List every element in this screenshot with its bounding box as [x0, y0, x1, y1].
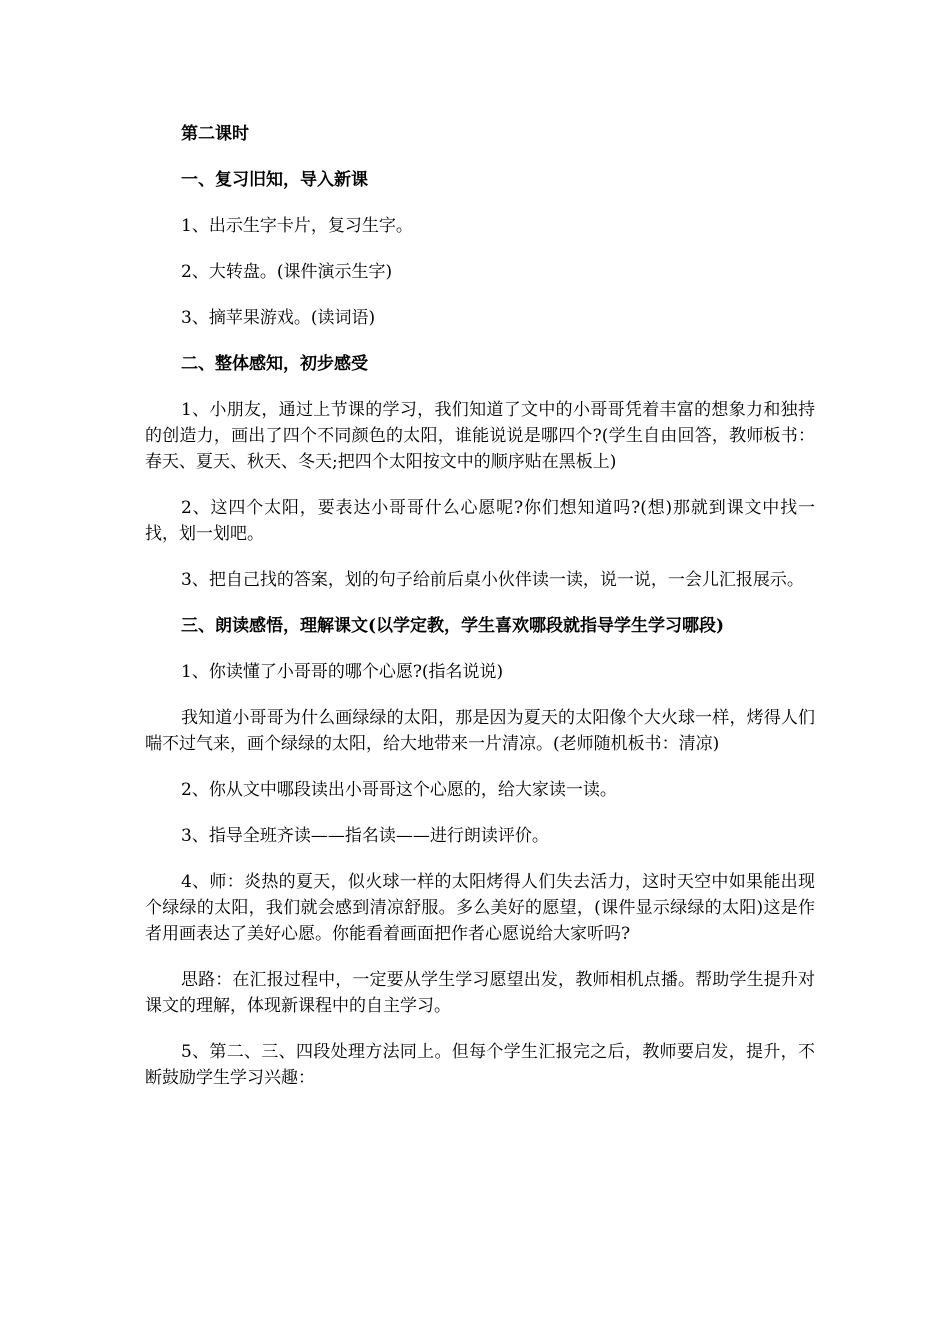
- paragraph: 1、你读懂了小哥哥的哪个心愿?(指名说说): [181, 662, 504, 682]
- paragraph: 2、你从文中哪段读出小哥哥这个心愿的，给大家读一读。: [181, 780, 617, 800]
- paragraph: 1、出示生字卡片，复习生字。: [181, 216, 413, 236]
- paragraph: 1、小朋友，通过上节课的学习，我们知道了文中的小哥哥凭着丰富的想象力和独持的创造力，画出了四个不同颜色的太阳，谁能说说是哪四个?(学生自由回答，教师板书：春天、夏天、秋天、冬天;把四个太阳按文中的顺序贴在黑板上): [145, 400, 815, 472]
- paragraph: 思路：在汇报过程中，一定要从学生学习愿望出发，教师相机点播。帮助学生提升对课文的理解，体现新课程中的自主学习。: [145, 970, 815, 1016]
- lesson-title: 第二课时: [181, 124, 249, 144]
- section-heading-overall-perception: 二、整体感知，初步感受: [181, 354, 368, 374]
- document-body: [145, 121, 815, 1111]
- paragraph: 3、摘苹果游戏。(读词语): [181, 308, 376, 328]
- paragraph: 我知道小哥哥为什么画绿绿的太阳，那是因为夏天的太阳像个大火球一样，烤得人们喘不过气来，画个绿绿的太阳，给大地带来一片清凉。(老师随机板书：清凉): [145, 708, 815, 754]
- section-heading-review: 一、复习旧知，导入新课: [181, 170, 368, 190]
- section-heading-reading-comprehension: 三、朗读感悟，理解课文(以学定教，学生喜欢哪段就指导学生学习哪段): [181, 616, 725, 636]
- paragraph: 4、师：炎热的夏天，似火球一样的太阳烤得人们失去活力，这时天空中如果能出现个绿绿的太阳，我们就会感到清凉舒服。多么美好的愿望，(课件显示绿绿的太阳)这是作者用画表达了美好心愿。你能看着画面把作者心愿说给大家听吗?: [145, 872, 815, 944]
- paragraph: 2、大转盘。(课件演示生字): [181, 262, 393, 282]
- paragraph: 2、这四个太阳，要表达小哥哥什么心愿呢?你们想知道吗?(想)那就到课文中找一找，划一划吧。: [145, 498, 815, 544]
- paragraph: 5、第二、三、四段处理方法同上。但每个学生汇报完之后，教师要启发，提升，不断鼓励学生学习兴趣：: [145, 1042, 815, 1088]
- paragraph: 3、指导全班齐读——指名读——进行朗读评价。: [181, 826, 549, 846]
- paragraph: 3、把自己找的答案，划的句子给前后桌小伙伴读一读，说一说，一会儿汇报展示。: [181, 570, 804, 590]
